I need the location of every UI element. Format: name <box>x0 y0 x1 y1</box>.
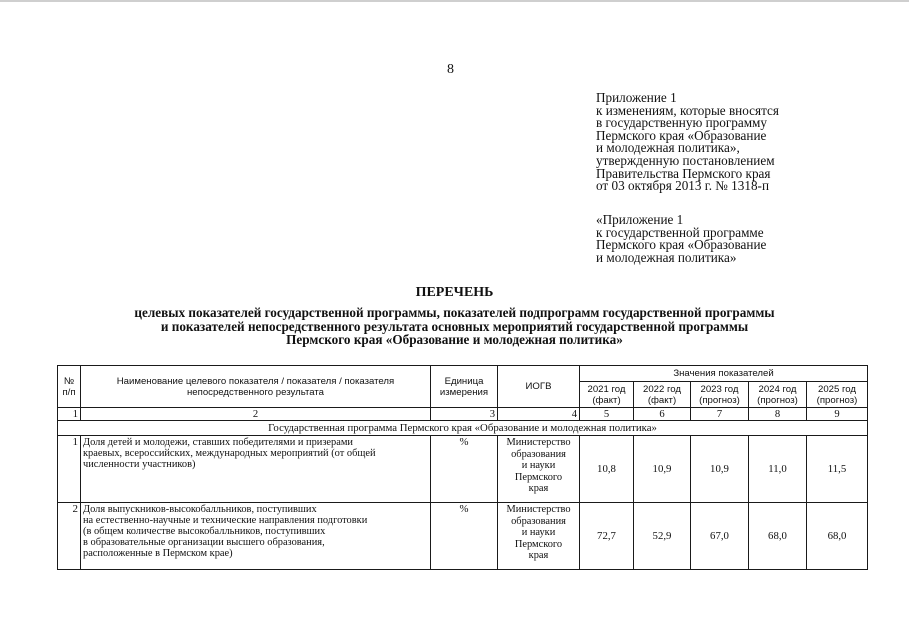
subtitle-line: и показателей непосредственного результата основных мероприятий государственной программы <box>160 318 749 334</box>
indicator-value: 67,0 <box>691 503 749 570</box>
column-number: 4 <box>498 408 580 421</box>
appendix-line: утвержденную постановлением <box>596 152 775 168</box>
column-number: 7 <box>691 408 749 421</box>
column-number: 2 <box>81 408 431 421</box>
ogv-line: образования <box>511 448 566 460</box>
column-number-row <box>58 408 868 421</box>
column-number: 1 <box>58 408 81 421</box>
indicator-ogv <box>498 503 580 570</box>
header-year-kind: (прогноз) <box>699 394 740 406</box>
indicator-value: 10,8 <box>580 436 634 503</box>
appendix-line: Пермского края «Образование <box>596 237 767 253</box>
indicator-name-line: в образовательные организации высшего образования, <box>83 537 325 548</box>
document-subtitle <box>0 306 909 347</box>
header-year-label: 2023 год <box>700 383 739 395</box>
indicator-name-line: расположенные в Пермском крае) <box>83 548 233 559</box>
header-unit: Единица измерения <box>431 366 498 408</box>
column-number: 8 <box>749 408 807 421</box>
section-row <box>58 421 868 436</box>
indicator-value: 72,7 <box>580 503 634 570</box>
ogv-line: Пермского <box>514 538 563 550</box>
page-number: 8 <box>447 62 454 77</box>
appendix-line: к изменениям, которые вносятся <box>596 102 779 118</box>
indicator-value: 52,9 <box>634 503 691 570</box>
column-number: 6 <box>634 408 691 421</box>
indicator-value: 11,0 <box>749 436 807 503</box>
column-number: 9 <box>807 408 868 421</box>
header-year <box>807 382 868 408</box>
subtitle-line: целевых показателей государственной программы, показателей подпрограмм государственной программы <box>134 305 775 320</box>
ogv-line: края <box>528 483 549 495</box>
indicator-value: 10,9 <box>691 436 749 503</box>
row-number: 1 <box>58 436 81 503</box>
column-number: 3 <box>431 408 498 421</box>
indicator-value: 10,9 <box>634 436 691 503</box>
indicator-name-line: численности участников) <box>83 459 196 470</box>
appendix-line: Правительства Пермского края <box>596 165 771 181</box>
indicator-name-line: Доля выпускников-высокобалльников, поступивших <box>83 504 317 515</box>
appendix-line: Приложение 1 <box>596 90 677 105</box>
subtitle-line: Пермского края «Образование и молодежная политика» <box>286 332 623 348</box>
appendix-line: в государственную программу <box>596 115 767 131</box>
header-year-kind: (прогноз) <box>816 394 858 406</box>
indicator-value: 68,0 <box>749 503 807 570</box>
ogv-line: и науки <box>521 460 556 472</box>
appendix-line: и молодежная политика» <box>596 249 737 265</box>
ogv-line: Министерство <box>506 437 571 448</box>
appendix-line: Пермского края «Образование <box>596 127 767 143</box>
indicator-ogv <box>498 436 580 503</box>
indicator-name <box>81 436 431 503</box>
header-year <box>580 382 634 408</box>
header-ogv: ИОГВ <box>498 366 580 408</box>
appendix-line: и молодежная политика», <box>596 140 740 156</box>
header-name: Наименование целевого показателя / показателя / показателя непосредственного результата <box>81 366 431 408</box>
ogv-line: Министерство <box>506 504 571 515</box>
ogv-line: образования <box>511 515 566 527</box>
indicator-name-line: Доля детей и молодежи, ставших победителями и призерами <box>83 437 353 448</box>
header-year-label: 2025 год <box>818 383 857 395</box>
indicator-value: 11,5 <box>807 436 868 503</box>
indicator-name-line: (в общем количестве высокобалльников, поступивших <box>83 526 326 537</box>
appendix-line: к государственной программе <box>596 224 764 240</box>
section-title: Государственная программа Пермского края «Образование и молодежная политика» <box>58 421 868 436</box>
ogv-line: и науки <box>521 527 556 539</box>
header-year-label: 2022 год <box>642 383 682 395</box>
header-year <box>634 382 691 408</box>
ogv-line: Пермского <box>514 471 563 483</box>
header-no: № п/п <box>58 366 81 408</box>
table-row <box>58 436 868 503</box>
header-year-label: 2024 год <box>758 383 797 395</box>
header-year-kind: (факт) <box>592 394 621 406</box>
indicator-unit: % <box>431 503 498 570</box>
header-year <box>691 382 749 408</box>
table-row <box>58 503 868 570</box>
document-title: ПЕРЕЧЕНЬ <box>415 285 494 300</box>
header-year <box>749 382 807 408</box>
appendix-line: «Приложение 1 <box>596 212 684 227</box>
appendix-header <box>596 92 779 193</box>
indicator-name-line: краевых, всероссийских, международных мероприятий (от общей <box>83 448 376 459</box>
header-year-kind: (прогноз) <box>757 394 798 406</box>
header-values-group: Значения показателей <box>580 366 868 382</box>
appendix-program-ref <box>596 214 766 264</box>
indicators-table <box>57 365 868 570</box>
indicator-value: 68,0 <box>807 503 868 570</box>
column-number: 5 <box>580 408 634 421</box>
header-year-label: 2021 год <box>587 383 626 395</box>
indicator-name-line: на естественно-научные и технические направления подготовки <box>83 515 368 526</box>
indicator-name <box>81 503 431 570</box>
scan-edge <box>0 0 909 2</box>
row-number: 2 <box>58 503 81 570</box>
indicator-unit: % <box>431 436 498 503</box>
ogv-line: края <box>528 550 549 562</box>
header-year-kind: (факт) <box>647 394 677 406</box>
appendix-line: от 03 октября 2013 г. № 1318-п <box>596 178 770 194</box>
